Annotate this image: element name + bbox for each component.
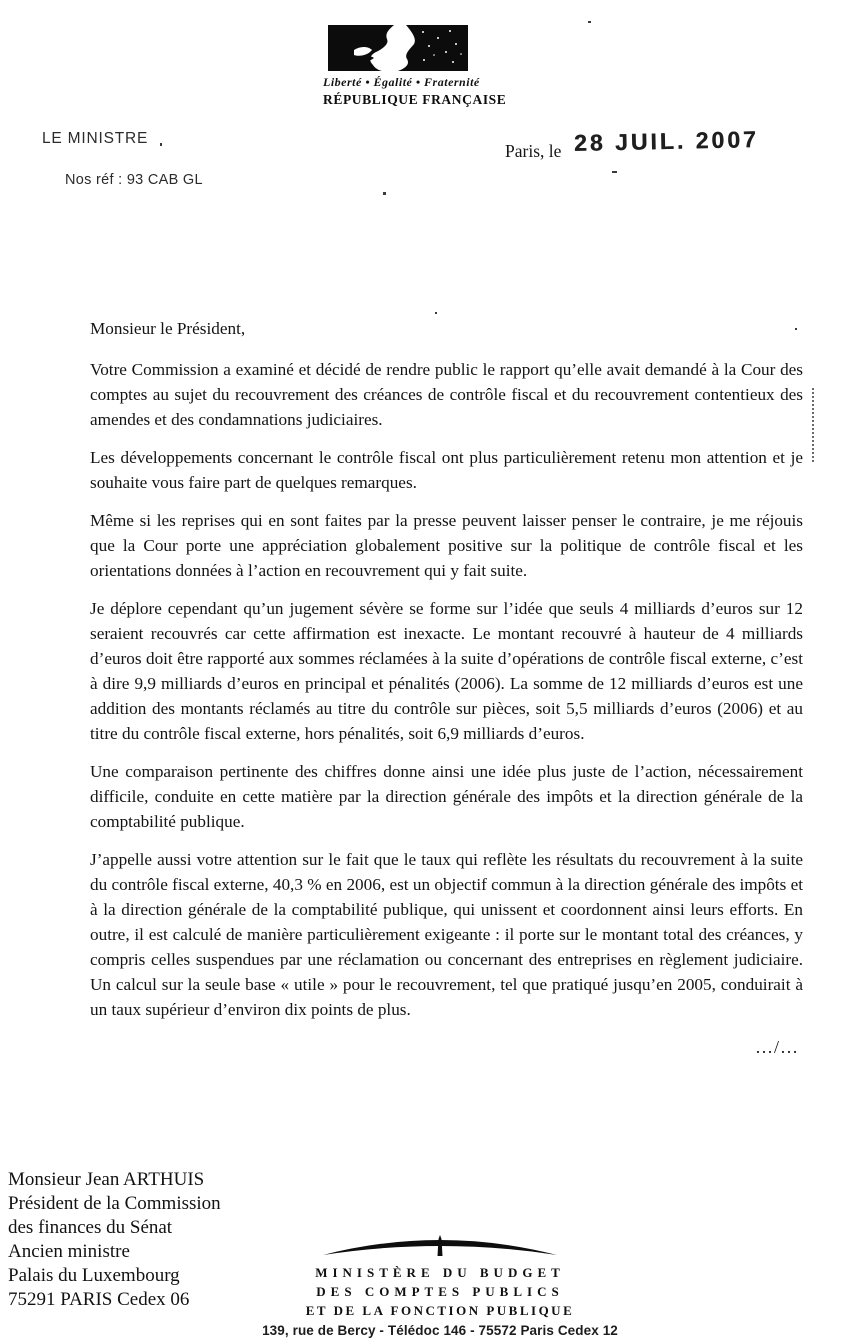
paragraph: Une comparaison pertinente des chiffres donne ainsi une idée plus juste de l’action, nécessairement difficile, conduite en cette matière par la direction générale des impôts et la direction générale de la comptabilité publique. (90, 762, 803, 831)
letter-body (90, 316, 803, 1060)
ministry-arc-icon (315, 1230, 565, 1258)
paragraph: J’appelle aussi votre attention sur le fait que le taux qui reflète les résultats du recouvrement à la suite du contrôle fiscal externe, 40,3 % en 2006, est un objectif commun à la direction générale des impôts et à la direction générale de la comptabilité publique, qui unissent et coordonnent ainsi leurs efforts. En outre, il est calculé de manière particulièrement exigeante : il porte sur le montant total des créances, y compris celles suspendues par une réclamation ou concernant des entreprises en règlement judiciaire. Un calcul sur la seule base « utile » pour le recouvrement, tel que pratiqué jusqu’en 2005, conduirait à un taux supérieur d’environ dix points de plus. (90, 850, 803, 1019)
continuation-mark: …/… (754, 1037, 799, 1057)
recipient-line: Palais du Luxembourg (8, 1265, 180, 1286)
scan-artifact (435, 312, 437, 314)
minister-title: LE MINISTRE (42, 130, 149, 147)
logo-motto: Liberté • Égalité • Fraternité (323, 75, 480, 89)
recipient-line: 75291 PARIS Cedex 06 (8, 1289, 190, 1310)
date-stamp: 28 JUIL. 2007 (573, 126, 760, 156)
scan-artifact (812, 388, 814, 462)
dateline-prefix: Paris, le (505, 141, 562, 161)
recipient-line: des finances du Sénat (8, 1217, 173, 1238)
republic-logo (323, 24, 507, 109)
scan-artifact (588, 21, 591, 23)
ministry-name-line: DES COMPTES PUBLICS (316, 1284, 564, 1299)
salutation: Monsieur le Président, (90, 319, 246, 338)
scan-artifact (383, 192, 386, 195)
ministry-address: 139, rue de Bercy - Télédoc 146 - 75572 Paris Cedex 12 (262, 1323, 618, 1338)
recipient-line: Président de la Commission (8, 1193, 221, 1214)
scan-artifact (795, 328, 797, 330)
paragraph: Je déplore cependant qu’un jugement sévère se forme sur l’idée que seuls 4 milliards d’euros sur 12 seraient recouvrés car cette affirmation est inexacte. Le montant recouvré à hauteur de 4 milliards d’euros doit être rapporté aux sommes réclamées à la suite d’opérations de contrôle fiscal externe, c’est à dire 9,9 milliards d’euros en principal et pénalités (2006). La somme de 12 milliards d’euros est une addition des montants réclamés au titre du contrôle sur pièces, soit 5,5 milliards d’euros (2006) et au titre du contrôle fiscal externe, hors pénalités, soit 6,9 milliards d’euros. (90, 599, 803, 743)
reference-number: Nos réf : 93 CAB GL (65, 172, 203, 188)
scan-artifact (160, 143, 162, 146)
paragraph: Votre Commission a examiné et décidé de rendre public le rapport qu’elle avait demandé à la Cour des comptes au sujet du recouvrement des créances de contrôle fiscal et du recouvrement contentieux des amendes et des condamnations judiciaires. (90, 360, 803, 429)
scan-artifact (612, 171, 617, 173)
paragraph: Les développements concernant le contrôle fiscal ont plus particulièrement retenu mon attention et je souhaite vous faire part de quelques remarques. (90, 448, 803, 492)
ministry-name-line: ET DE LA FONCTION PUBLIQUE (305, 1303, 575, 1318)
recipient-line: Ancien ministre (8, 1241, 130, 1262)
marianne-logo-icon (328, 24, 468, 72)
ministry-footer (230, 1230, 650, 1338)
logo-republic-name: RÉPUBLIQUE FRANÇAISE (323, 92, 507, 107)
recipient-line: Monsieur Jean ARTHUIS (8, 1169, 205, 1190)
ministry-name-line: MINISTÈRE DU BUDGET (315, 1265, 565, 1280)
paragraph: Même si les reprises qui en sont faites par la presse peuvent laisser penser le contraire, je me réjouis que la Cour porte une appréciation globalement positive sur la politique de contrôle fiscal et les orientations données à l’action en recouvrement qui y fait suite. (90, 511, 803, 580)
recipient-block (8, 1168, 221, 1312)
